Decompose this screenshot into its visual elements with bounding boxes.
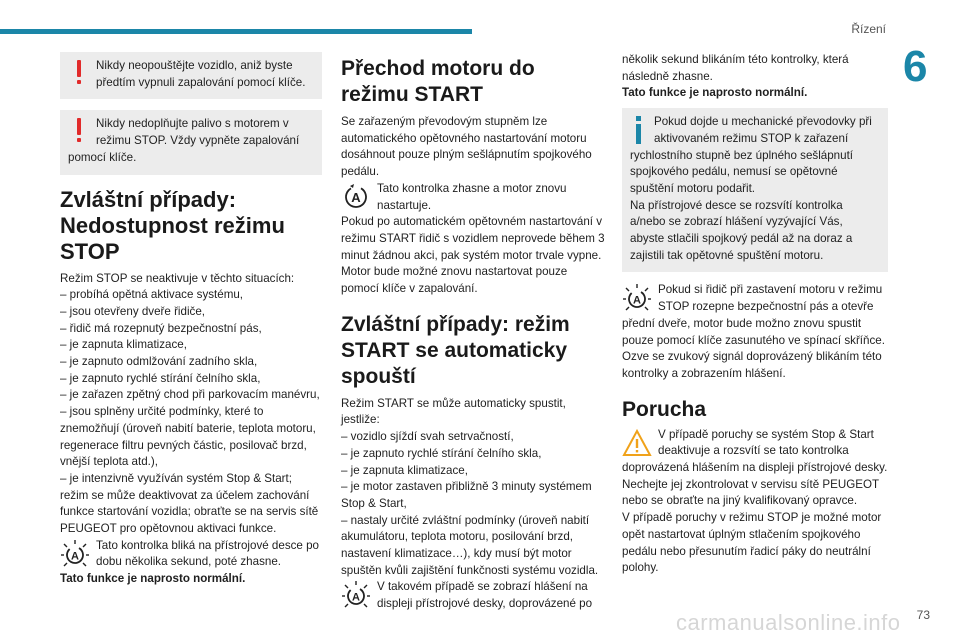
column-1 [60, 52, 322, 588]
svg-text:A: A [352, 591, 360, 604]
stop-start-a-flashing-icon [341, 580, 371, 610]
paragraph: Nechejte jej zkontrolovat v servisu sítě PEUGEOT nebo se obraťte na jiný kvalifikovaný opravce. [622, 477, 879, 508]
section-heading: Přechod motoru do režimu START [341, 57, 535, 106]
list-item: – je zapnuta klimatizace, [341, 463, 468, 477]
top-accent-bar [0, 29, 472, 34]
info-text: Pokud dojde u mechanické převodovky při aktivovaném režimu STOP k zařazení rychlostního stupně bez úplného sešlápnutí spojkového pedálu, nemusí se opětovné spuštění motoru podařit. Na přístrojové desce se rozsvítí kontrolka a/nebo se zobrazí hlášení vyzývající Vás, abyste stlačili spojkový pedál až na doraz a zajistili tak opětovné spuštění motoru. [630, 115, 872, 262]
watermark: carmanualsonline.info [676, 610, 901, 635]
fault-note [622, 427, 888, 477]
exclamation-warning-icon [72, 60, 86, 86]
condition-list [341, 429, 605, 579]
lamp-text: Tato kontrolka zhasne a motor znovu nastartuje. [377, 181, 567, 212]
list-item: – řidič má rozepnutý bezpečnostní pás, [60, 321, 262, 335]
paragraph: Režim STOP se neaktivuje v těchto situacích: [60, 271, 295, 285]
page-number: 73 [916, 608, 930, 622]
lamp-note [622, 282, 888, 382]
fault-text: V případě poruchy se systém Stop & Start deaktivuje a rozsvítí se tato kontrolka doprovázená hlášením na displeji přístrojové desky. [622, 427, 888, 475]
warning-text: Nikdy neopouštějte vozidlo, aniž byste předtím vypnuli zapalování pomocí klíče. [96, 59, 306, 89]
warning-text: Nikdy nedoplňujte palivo s motorem v režimu STOP. Vždy vypněte zapalování pomocí klíče. [68, 117, 300, 164]
warning-box [60, 110, 322, 174]
list-item: – jsou splněny určité podmínky, které to znemožňují (úroveň nabití baterie, teplota motoru, regenerace filtru pevných částic, posilovač brzd, vnější teplota atd.), [60, 405, 316, 469]
list-item: – je zapnuta klimatizace, [60, 338, 187, 352]
lamp-note [341, 579, 605, 612]
list-item: – je zapnuto odmlžování zadního skla, [60, 355, 258, 369]
paragraph: Se zařazeným převodovým stupněm lze automatického opětovného nastartování motoru dosáhnout pouze plným sešlápnutím spojkového pedálu. [341, 115, 592, 179]
warning-box [60, 52, 322, 99]
list-item: – probíhá opětná aktivace systému, [60, 288, 244, 302]
list-item: – vozidlo sjíždí svah setrvačností, [341, 430, 514, 444]
svg-text:A: A [351, 189, 361, 205]
paragraph: Režim START se může automaticky spustit, jestliže: [341, 396, 566, 427]
paragraph: V případě poruchy v režimu STOP je možné motor opět nastartovat úplným stlačením spojkového pedálu nebo přesunutím řadicí páky do neutrální polohy. [622, 511, 882, 575]
section-heading: Porucha [622, 397, 707, 421]
paragraph: několik sekund blikáním této kontrolky, která následně zhasne. [622, 53, 849, 83]
lamp-text: V takovém případě se zobrazí hlášení na displeji přístrojové desky, doprovázené po [377, 580, 593, 611]
list-item: – je zapnuto rychlé stírání čelního skla, [341, 446, 542, 460]
list-item: – jsou otevřeny dveře řidiče, [60, 304, 205, 318]
svg-text:A: A [633, 294, 641, 307]
stop-start-a-flashing-icon [60, 539, 90, 569]
lamp-note [60, 538, 322, 571]
lamp-text: Tato kontrolka bliká na přístrojové desce po dobu několika sekund, poté zhasne. [96, 538, 319, 569]
list-item: – je motor zastaven přibližně 3 minuty systémem Stop & Start, [341, 480, 592, 510]
svg-text:A: A [71, 550, 79, 563]
list-item: – nastaly určité zvláštní podmínky (úroveň nabití akumulátoru, teplota motoru, posilování brzd, nastavení klimatizace…), kdy musí být motor spuštěn kvůli zajištění funkčnosti systému vozidla. [341, 513, 599, 577]
chapter-number: 6 [903, 42, 928, 91]
list-item: – je intenzivně využíván systém Stop & Start; režim se může deaktivovat za účelem zachování funkce startování vozidla; obraťte se na servis sítě PEUGEOT pro opětovnou aktivaci funkce. [60, 471, 319, 536]
stop-start-a-icon [341, 182, 371, 212]
list-item: – je zapnuto rychlé stírání čelního skla, [60, 371, 261, 385]
stop-start-a-flashing-icon [622, 283, 652, 313]
bold-note: Tato funkce je naprosto normální. [622, 86, 808, 100]
lamp-text: Pokud si řidič při zastavení motoru v režimu STOP rozepne bezpečnostní pás a otevře přední dveře, motor bude možno znovu spustit pouze pomocí klíče zasunutého ve spínací skříňce. Ozve se zvukový signál doprovázený blikáním této kontrolky a zobrazením hlášení. [622, 283, 885, 380]
section-heading: Zvláštní případy: Nedostupnost režimu STOP [60, 186, 285, 264]
column-2 [341, 52, 605, 613]
bold-note: Tato funkce je naprosto normální. [60, 572, 246, 586]
lamp-note [341, 181, 605, 214]
list-item: – je zařazen zpětný chod při parkovacím manévru, [60, 388, 320, 402]
section-heading: Zvláštní případy: režim START se automaticky spouští [341, 312, 570, 388]
paragraph: Pokud po automatickém opětovném nastartování v režimu START řidič s vozidlem neprovede během 3 minut žádnou akci, pak systém motor trvale vypne. Motor bude možné znovu nastartovat pouze pomocí klíče v zapalování. [341, 215, 605, 296]
info-icon [632, 116, 646, 144]
triangle-warning-icon [622, 428, 652, 458]
info-box [622, 108, 888, 272]
condition-list [60, 287, 322, 538]
column-3 [622, 52, 888, 577]
exclamation-warning-icon [72, 118, 86, 144]
running-header: Řízení [851, 22, 886, 36]
